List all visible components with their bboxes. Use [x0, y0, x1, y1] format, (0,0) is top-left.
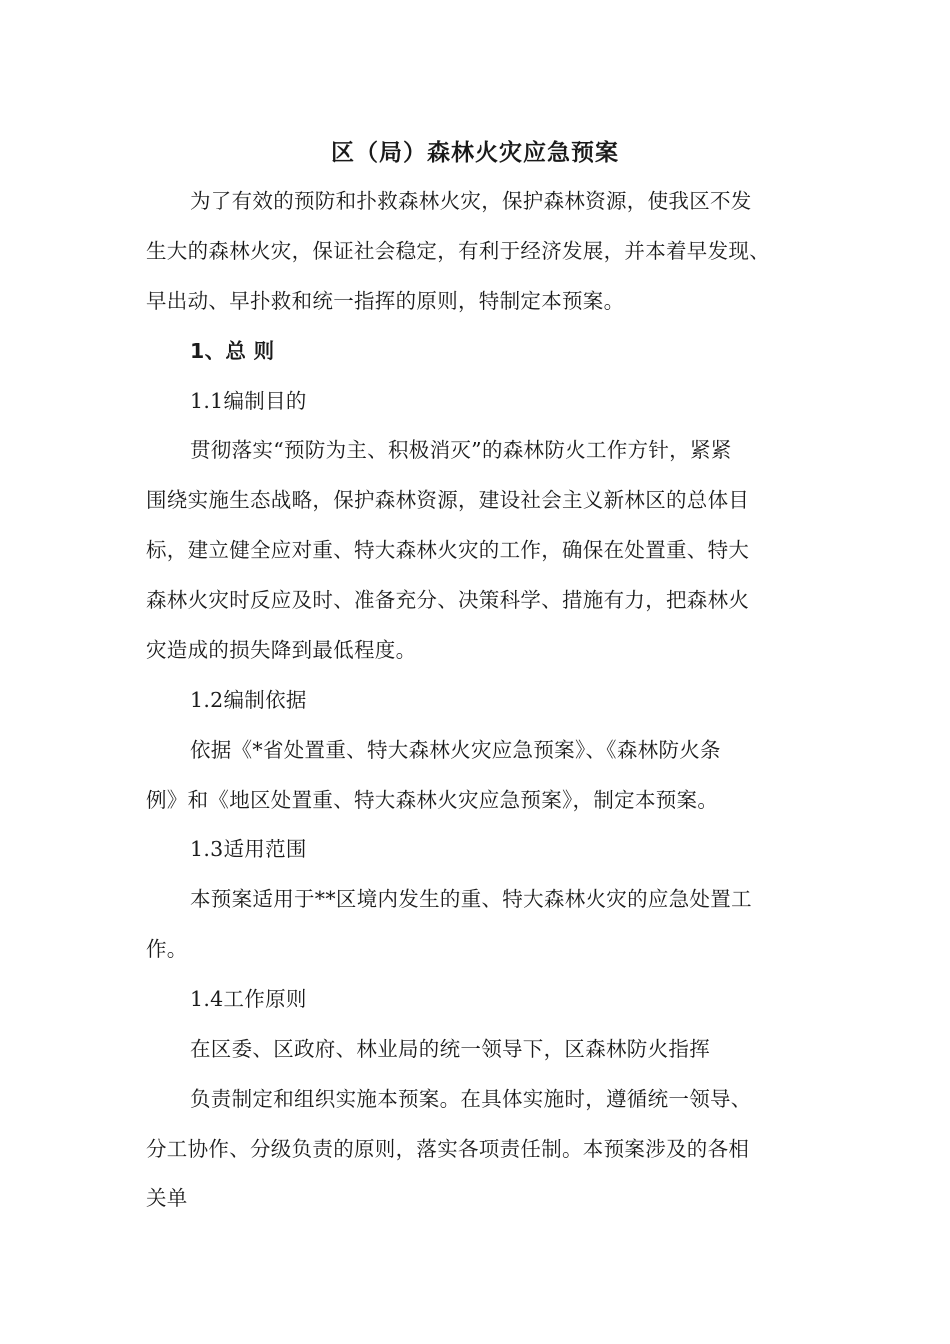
- subsection-heading: 1.3适用范围: [190, 837, 307, 861]
- paragraph-line: 在区委、区政府、林业局的统一领导下，区森林防火指挥: [190, 1037, 710, 1061]
- paragraph-line: 作。: [146, 937, 188, 961]
- document-title: 区（局）森林火灾应急预案: [331, 140, 619, 166]
- paragraph-line: 围绕实施生态战略，保护森林资源，建设社会主义新林区的总体目: [146, 488, 750, 512]
- subsection-heading: 1.2编制依据: [190, 688, 307, 712]
- paragraph-line: 依据《*省处置重、特大森林火灾应急预案》、《森林防火条: [190, 738, 721, 762]
- paragraph-line: 贯彻落实“预防为主、积极消灭”的森林防火工作方针，紧紧: [190, 438, 732, 462]
- paragraph-line: 早出动、早扑救和统一指挥的原则，特制定本预案。: [146, 289, 625, 313]
- subsection-heading: 1.4工作原则: [190, 987, 307, 1011]
- paragraph-line: 本预案适用于**区境内发生的重、特大森林火灾的应急处置工: [190, 887, 752, 911]
- subsection-heading: 1.1编制目的: [190, 389, 307, 413]
- paragraph-line: 生大的森林火灾，保证社会稳定，有利于经济发展，并本着早发现、: [146, 239, 770, 263]
- paragraph-line: 森林火灾时反应及时、准备充分、决策科学、措施有力，把森林火: [146, 588, 750, 612]
- paragraph-line: 例》和《地区处置重、特大森林火灾应急预案》，制定本预案。: [146, 788, 719, 812]
- paragraph-line: 标，建立健全应对重、特大森林火灾的工作，确保在处置重、特大: [146, 538, 750, 562]
- paragraph-line: 关单: [146, 1186, 188, 1210]
- paragraph-line: 为了有效的预防和扑救森林火灾，保护森林资源，使我区不发: [190, 189, 752, 213]
- paragraph-line: 灾造成的损失降到最低程度。: [146, 638, 417, 662]
- section-heading: 1、总 则: [190, 339, 275, 363]
- paragraph-line: 负责制定和组织实施本预案。在具体实施时，遵循统一领导、: [190, 1087, 752, 1111]
- paragraph-line: 分工协作、分级负责的原则，落实各项责任制。本预案涉及的各相: [146, 1137, 750, 1161]
